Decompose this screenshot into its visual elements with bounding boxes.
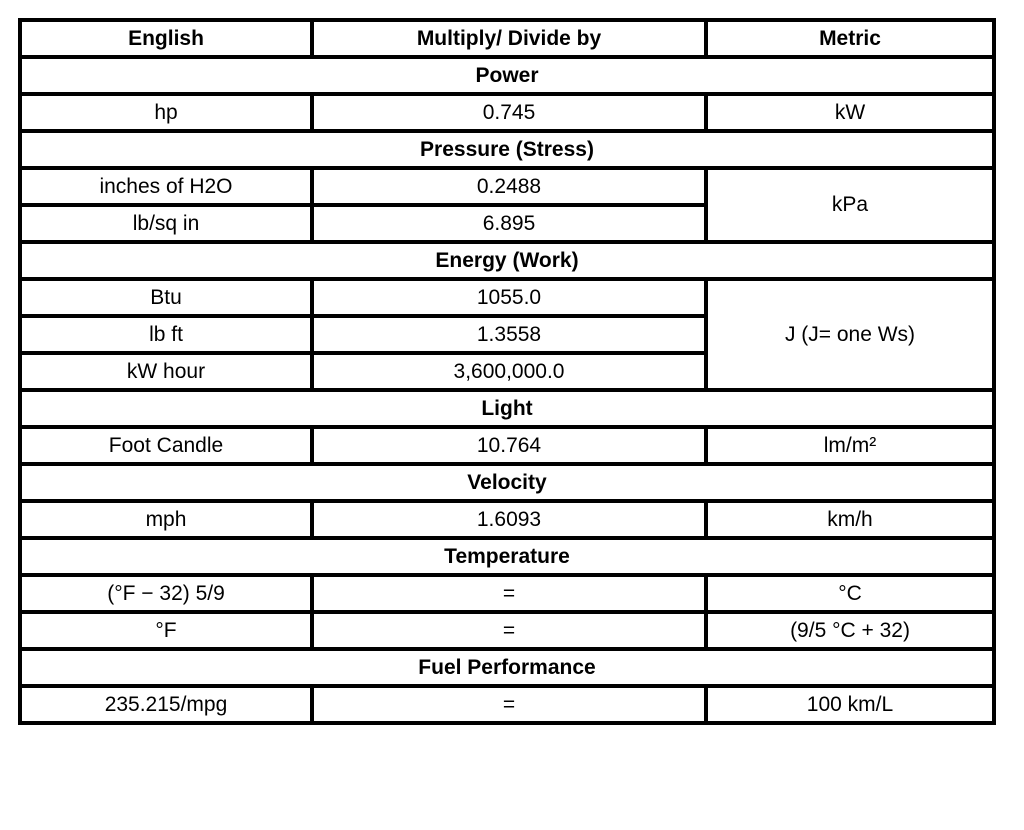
english-cell: mph xyxy=(20,501,312,538)
table-row xyxy=(20,427,994,464)
metric-cell: kPa xyxy=(706,168,994,242)
section-fuel: Fuel Performance xyxy=(20,649,994,686)
section-power: Power xyxy=(20,57,994,94)
factor-cell: 1055.0 xyxy=(312,279,706,316)
metric-cell: °C xyxy=(706,575,994,612)
english-cell: °F xyxy=(20,612,312,649)
section-light: Light xyxy=(20,390,994,427)
english-cell: hp xyxy=(20,94,312,131)
english-cell: inches of H2O xyxy=(20,168,312,205)
factor-cell: 1.6093 xyxy=(312,501,706,538)
section-row xyxy=(20,57,994,94)
section-temperature: Temperature xyxy=(20,538,994,575)
table-row xyxy=(20,94,994,131)
metric-cell: kW xyxy=(706,94,994,131)
table-row xyxy=(20,168,994,205)
section-energy: Energy (Work) xyxy=(20,242,994,279)
metric-cell: (9/5 °C + 32) xyxy=(706,612,994,649)
metric-cell: lm/m² xyxy=(706,427,994,464)
table-row xyxy=(20,279,994,316)
section-row xyxy=(20,649,994,686)
table-row xyxy=(20,612,994,649)
conversion-table xyxy=(18,18,996,725)
section-row xyxy=(20,242,994,279)
section-velocity: Velocity xyxy=(20,464,994,501)
section-row xyxy=(20,131,994,168)
header-metric: Metric xyxy=(706,20,994,57)
header-english: English xyxy=(20,20,312,57)
section-row xyxy=(20,464,994,501)
header-factor: Multiply/ Divide by xyxy=(312,20,706,57)
metric-cell: km/h xyxy=(706,501,994,538)
english-cell: kW hour xyxy=(20,353,312,390)
english-cell: 235.215/mpg xyxy=(20,686,312,723)
factor-cell: = xyxy=(312,575,706,612)
factor-cell: 10.764 xyxy=(312,427,706,464)
english-cell: Btu xyxy=(20,279,312,316)
factor-cell: 0.745 xyxy=(312,94,706,131)
factor-cell: 6.895 xyxy=(312,205,706,242)
table-row xyxy=(20,686,994,723)
metric-cell: 100 km/L xyxy=(706,686,994,723)
english-cell: lb ft xyxy=(20,316,312,353)
table-row xyxy=(20,501,994,538)
factor-cell: 1.3558 xyxy=(312,316,706,353)
header-row xyxy=(20,20,994,57)
english-cell: Foot Candle xyxy=(20,427,312,464)
factor-cell: = xyxy=(312,686,706,723)
factor-cell: = xyxy=(312,612,706,649)
table-row xyxy=(20,575,994,612)
metric-cell: J (J= one Ws) xyxy=(706,279,994,390)
section-row xyxy=(20,390,994,427)
english-cell: lb/sq in xyxy=(20,205,312,242)
section-pressure: Pressure (Stress) xyxy=(20,131,994,168)
english-cell: (°F − 32) 5/9 xyxy=(20,575,312,612)
section-row xyxy=(20,538,994,575)
factor-cell: 0.2488 xyxy=(312,168,706,205)
factor-cell: 3,600,000.0 xyxy=(312,353,706,390)
